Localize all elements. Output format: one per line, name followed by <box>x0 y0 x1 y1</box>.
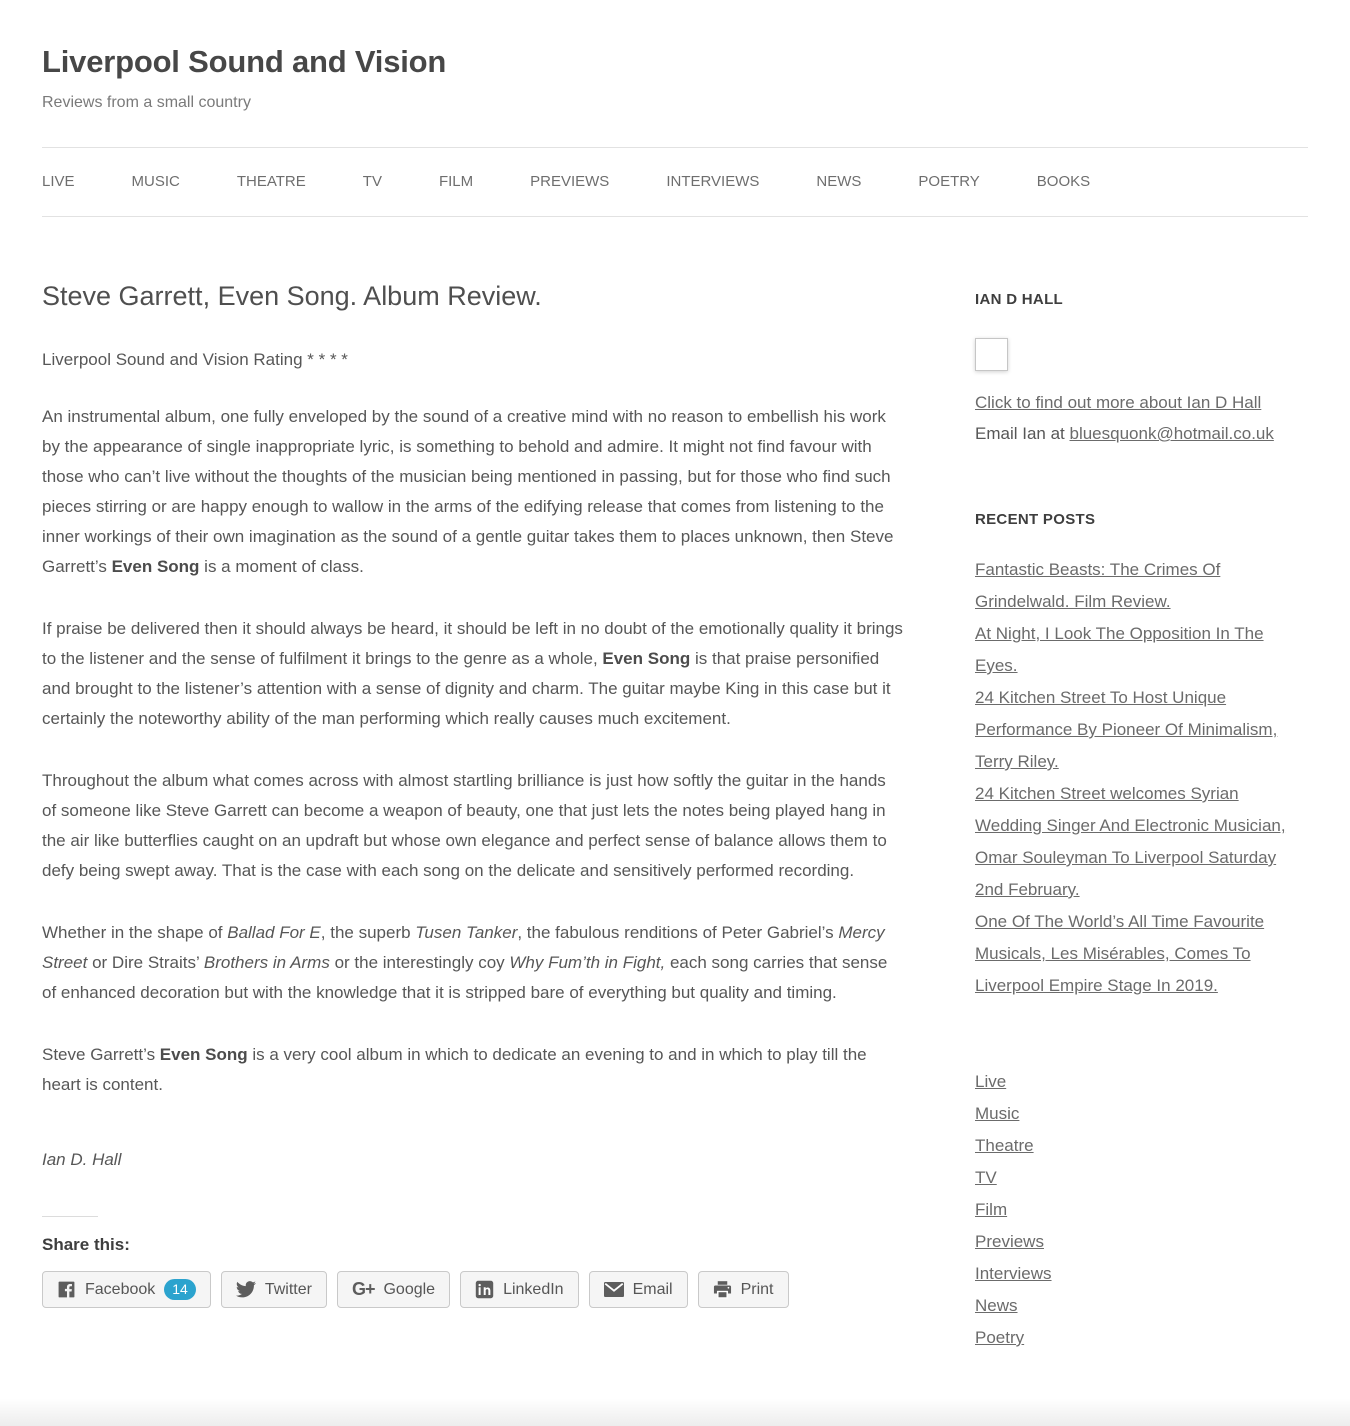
category-item <box>975 1258 1307 1290</box>
nav-item-live[interactable]: LIVE <box>42 173 75 190</box>
author-email-link[interactable]: bluesquonk@hotmail.co.uk <box>1069 424 1274 443</box>
category-links-list <box>975 1066 1307 1354</box>
share-count-badge: 14 <box>164 1279 196 1300</box>
facebook-icon <box>57 1280 76 1299</box>
category-item <box>975 1290 1307 1322</box>
category-link[interactable]: Theatre <box>975 1136 1034 1155</box>
category-item <box>975 1162 1307 1194</box>
category-item <box>975 1194 1307 1226</box>
email-prefix-text: Email Ian at <box>975 424 1070 443</box>
category-link[interactable]: Music <box>975 1104 1020 1123</box>
share-label: Print <box>740 1280 774 1298</box>
print-share-button[interactable] <box>698 1271 789 1308</box>
google-icon: G+ <box>351 1279 375 1299</box>
share-label: LinkedIn <box>503 1280 564 1298</box>
share-divider <box>42 1216 98 1217</box>
share-heading: Share this: <box>42 1235 130 1254</box>
twitter-icon <box>236 1281 256 1298</box>
email-icon <box>604 1282 624 1297</box>
share-button-row <box>42 1271 904 1308</box>
author-about-link[interactable]: Click to find out more about Ian D Hall <box>975 393 1262 412</box>
category-link[interactable]: Film <box>975 1200 1008 1219</box>
print-icon <box>713 1280 732 1299</box>
recent-post-link[interactable]: 24 Kitchen Street welcomes Syrian Wedding Singer And Electronic Musician, Omar Souleyman To Liverpool Saturday 2nd February. <box>975 784 1286 899</box>
recent-post-item <box>975 778 1307 906</box>
bottom-edge-fade <box>0 1398 1350 1426</box>
nav-item-poetry[interactable]: POETRY <box>918 173 980 190</box>
recent-post-link[interactable]: At Night, I Look The Opposition In The Eyes. <box>975 624 1264 675</box>
category-link[interactable]: TV <box>975 1168 997 1187</box>
linkedin-share-button[interactable] <box>460 1271 579 1308</box>
recent-post-item <box>975 682 1307 778</box>
category-link[interactable]: Previews <box>975 1232 1044 1251</box>
share-label: Twitter <box>264 1280 312 1298</box>
category-item <box>975 1066 1307 1098</box>
nav-item-previews[interactable]: PREVIEWS <box>530 173 610 190</box>
article-paragraph: Whether in the shape of Ballad For E, the superb Tusen Tanker, the fabulous renditions of Peter Gabriel’s Mercy Street or Dire Straits’ Brothers in Arms or the interestingly coy Why Fum’th in Fight, each song carries that sense of enhanced decoration but with the knowledge that it is stripped bare of everything but quality and timing. <box>42 923 888 1002</box>
rating-line: Liverpool Sound and Vision Rating * * * * <box>42 350 348 369</box>
nav-item-tv[interactable]: TV <box>362 173 382 190</box>
category-link[interactable]: Live <box>975 1072 1007 1091</box>
site-title[interactable]: Liverpool Sound and Vision <box>42 44 447 79</box>
site-header <box>42 0 1308 112</box>
article-paragraph: Throughout the album what comes across with almost startling brilliance is just how softly the guitar in the hands of someone like Steve Garrett can become a weapon of beauty, one that just lets the notes being played hang in the air like butterflies caught on an updraft but whose own elegance and perfect sense of balance allows them to defy being swept away. That is the case with each song on the delicate and sensitively performed recording. <box>42 771 887 880</box>
category-item <box>975 1322 1307 1354</box>
article-paragraph: If praise be delivered then it should always be heard, it should be left in no doubt of the emotionally quality it brings to the listener and the sense of fulfilment it brings to the genre as a whole, Even Song is that praise personified and brought to the listener’s attention with a sense of dignity and charm. The guitar maybe King in this case but it certainly the noteworthy ability of the man performing which really causes much excitement. <box>42 619 903 728</box>
share-label: Facebook <box>85 1280 156 1298</box>
sidebar-author-heading: IAN D HALL <box>975 291 1063 308</box>
content-area <box>42 281 1308 1354</box>
nav-item-music[interactable]: MUSIC <box>131 173 180 190</box>
article <box>42 281 904 1308</box>
recent-posts-heading: RECENT POSTS <box>975 511 1096 528</box>
nav-item-theatre[interactable]: THEATRE <box>236 173 306 190</box>
category-item <box>975 1098 1307 1130</box>
author-links <box>975 387 1307 449</box>
google-share-button[interactable] <box>337 1271 450 1308</box>
recent-post-item <box>975 554 1307 618</box>
nav-item-news[interactable]: NEWS <box>816 173 862 190</box>
recent-post-item <box>975 618 1307 682</box>
share-label: Google <box>383 1280 436 1298</box>
sidebar <box>975 281 1307 1354</box>
article-body <box>42 402 904 1100</box>
nav-list <box>42 148 1308 216</box>
nav-item-books[interactable]: BOOKS <box>1036 173 1091 190</box>
site-tagline: Reviews from a small country <box>42 94 251 111</box>
category-link[interactable]: News <box>975 1296 1018 1315</box>
main-nav <box>42 147 1308 217</box>
article-title: Steve Garrett, Even Song. Album Review. <box>42 281 542 311</box>
recent-post-link[interactable]: One Of The World’s All Time Favourite Musicals, Les Misérables, Comes To Liverpool Empire Stage In 2019. <box>975 912 1265 995</box>
category-link[interactable]: Interviews <box>975 1264 1052 1283</box>
article-byline: Ian D. Hall <box>42 1150 122 1169</box>
recent-post-link[interactable]: Fantastic Beasts: The Crimes Of Grindelwald. Film Review. <box>975 560 1221 611</box>
article-paragraph: Steve Garrett’s Even Song is a very cool album in which to dedicate an evening to and in which to play till the heart is content. <box>42 1045 867 1094</box>
nav-item-interviews[interactable]: INTERVIEWS <box>666 173 760 190</box>
twitter-share-button[interactable] <box>221 1271 327 1308</box>
facebook-share-button[interactable] <box>42 1271 211 1308</box>
share-label: Email <box>632 1280 673 1298</box>
article-paragraph: An instrumental album, one fully enveloped by the sound of a creative mind with no reason to embellish his work by the appearance of single inappropriate lyric, is something to behold and admire. It might not find favour with those who can’t live without the thoughts of the musician being mentioned in passing, but for those who find such pieces stirring or are happy enough to wallow in the arms of the edifying release that comes from listening to the inner workings of their own imagination as the sound of a gentle guitar takes them to places unknown, then Steve Garrett’s Even Song is a moment of class. <box>42 407 894 576</box>
category-link[interactable]: Poetry <box>975 1328 1025 1347</box>
category-item <box>975 1130 1307 1162</box>
category-item <box>975 1226 1307 1258</box>
recent-post-item <box>975 906 1307 1002</box>
nav-item-film[interactable]: FILM <box>438 173 474 190</box>
recent-posts-list <box>975 554 1307 1002</box>
recent-post-link[interactable]: 24 Kitchen Street To Host Unique Performance By Pioneer Of Minimalism, Terry Riley. <box>975 688 1278 771</box>
linkedin-icon <box>475 1280 494 1299</box>
author-image-placeholder[interactable] <box>975 338 1008 371</box>
email-share-button[interactable] <box>589 1271 688 1308</box>
